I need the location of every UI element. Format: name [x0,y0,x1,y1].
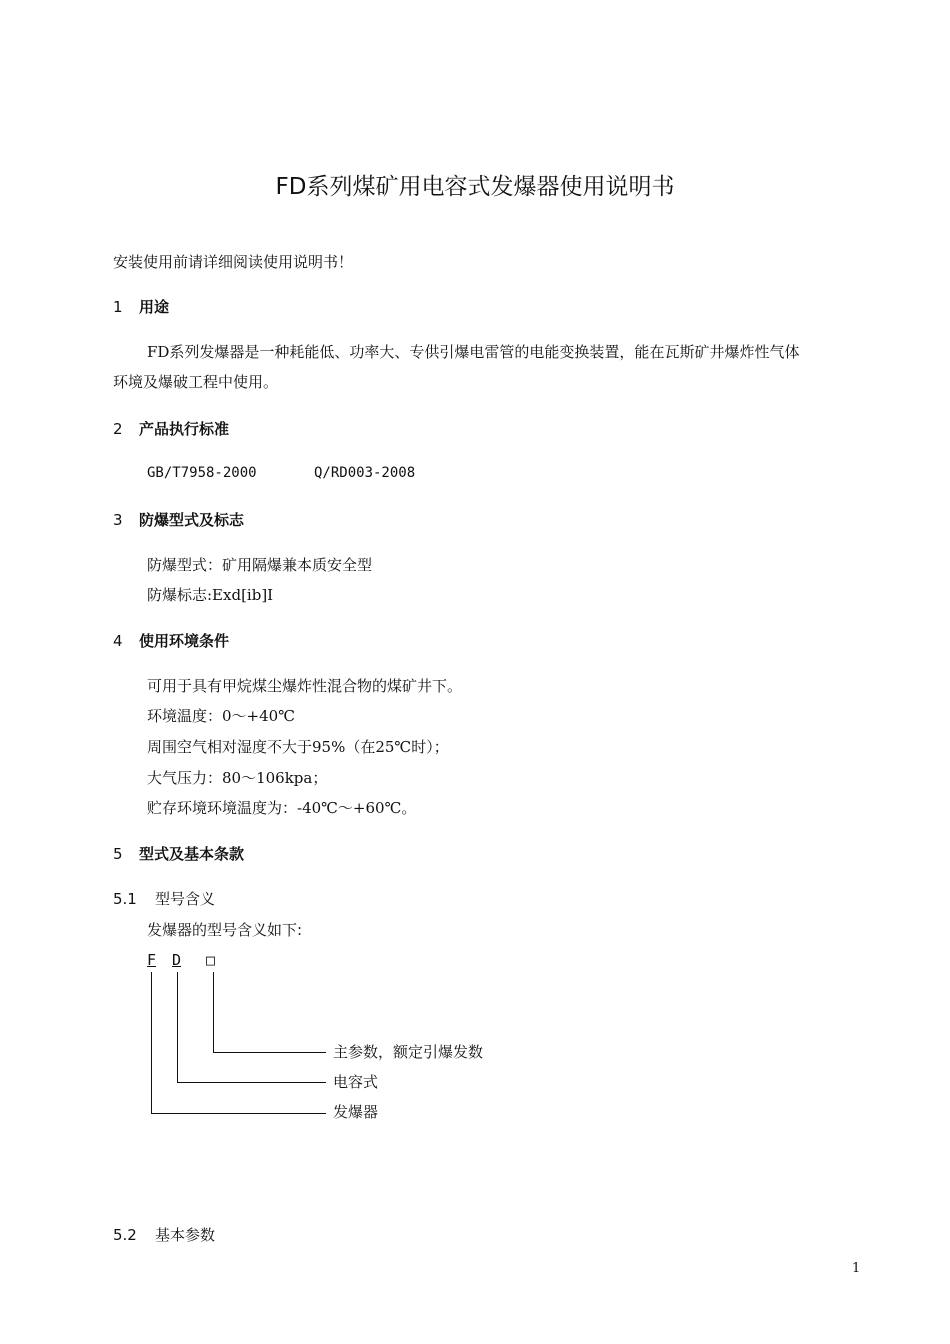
model-label-capacitor: 电容式 [333,1073,379,1091]
leader-line-d-vertical [177,972,178,1082]
model-meaning-description: 发爆器的型号含义如下: [147,921,303,939]
section-number: 1 [113,298,123,316]
leader-line-f-horizontal [151,1113,326,1114]
document-title: FD系列煤矿用电容式发爆器使用说明书 [275,174,675,200]
section-number: 3 [113,511,123,529]
subsection-number: 5.1 [113,890,137,908]
env-condition-line: 周围空气相对湿度不大于95%（在25℃时）； [147,738,449,756]
env-condition-line: 贮存环境环境温度为：-40℃～+60℃。 [147,799,417,817]
section-title: 防爆型式及标志 [139,511,245,529]
section-title: 用途 [139,298,170,316]
page-number: 1 [852,1261,861,1276]
section-3-heading [113,510,244,530]
subsection-5-1-heading [113,889,215,909]
section-1-paragraph-line1: FD系列发爆器是一种耗能低、功率大、专供引爆电雷管的电能变换装置，能在瓦斯矿井爆炸性气体 [147,343,800,361]
section-number: 4 [113,632,123,650]
subsection-title: 型号含义 [155,890,216,908]
subsection-title: 基本参数 [155,1226,216,1244]
model-param-box: □ [206,951,216,969]
env-condition-line: 可用于具有甲烷煤尘爆炸性混合物的煤矿井下。 [147,677,463,695]
model-letter-d: D [172,951,182,969]
standard-q: Q/RD003-2008 [314,465,416,481]
env-condition-line: 环境温度：0～+40℃ [147,707,295,725]
section-number: 5 [113,845,123,863]
intro-notice: 安装使用前请详细阅读使用说明书！ [113,253,354,271]
leader-line-f-vertical [151,972,152,1113]
subsection-number: 5.2 [113,1226,137,1244]
section-1-heading [113,297,169,317]
section-title: 使用环境条件 [139,632,230,650]
section-title: 产品执行标准 [139,420,230,438]
subsection-5-2-heading [113,1225,215,1245]
leader-line-param-horizontal [213,1052,326,1053]
model-label-main-param: 主参数，额定引爆发数 [333,1043,484,1061]
model-letter-f: F [147,951,157,969]
env-condition-line: 大气压力：80～106kpa； [147,769,328,787]
model-label-exploder: 发爆器 [333,1103,379,1121]
explosion-proof-mark: 防爆标志:Exd[ib]I [147,586,274,604]
leader-line-param-vertical [213,972,214,1052]
section-number: 2 [113,420,123,438]
standard-gb: GB/T7958-2000 [147,465,257,481]
section-title: 型式及基本条款 [139,845,245,863]
explosion-proof-type: 防爆型式：矿用隔爆兼本质安全型 [147,556,373,574]
section-1-paragraph-line2: 环境及爆破工程中使用。 [113,373,279,391]
leader-line-d-horizontal [177,1082,326,1083]
section-4-heading [113,631,229,651]
section-2-heading [113,419,229,439]
section-5-heading [113,844,244,864]
